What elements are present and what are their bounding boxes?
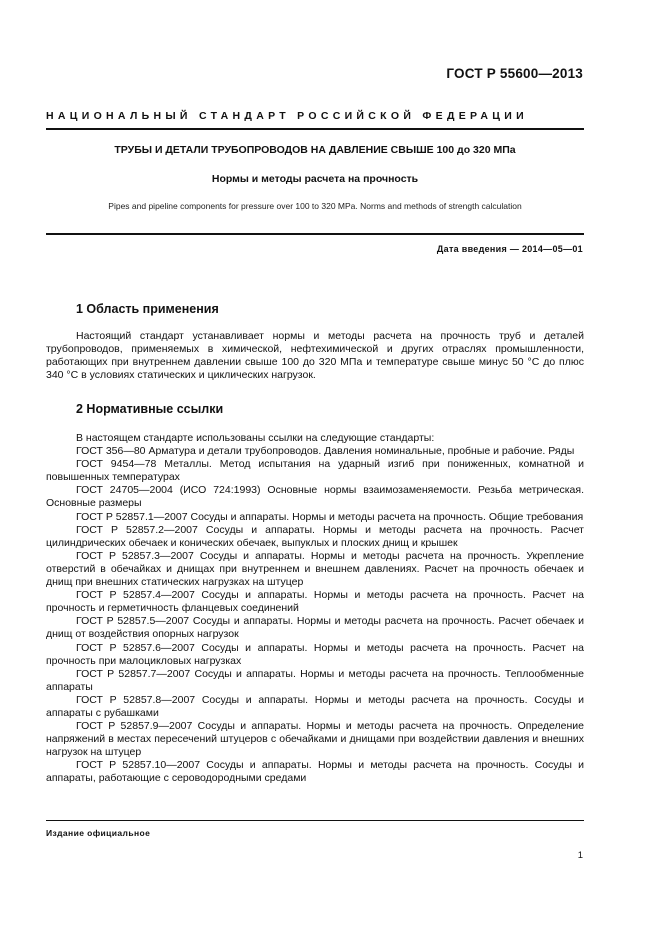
section-1-heading: 1 Область применения <box>76 302 219 316</box>
document-subtitle: Нормы и методы расчета на прочность <box>211 173 419 185</box>
reference-item: ГОСТ Р 52857.9—2007 Сосуды и аппараты. Нормы и методы расчета на прочность. Определение напряжений в местах пересечений штуцеров с обечайками и днищами при воздействии давления и внешних нагрузок на штуцер <box>46 720 584 759</box>
section-2-heading: 2 Нормативные ссылки <box>76 402 224 416</box>
reference-item: ГОСТ Р 52857.5—2007 Сосуды и аппараты. Нормы и методы расчета на прочность. Расчет обечаек и днищ от воздействия опорных нагрузок <box>46 615 584 641</box>
reference-item: ГОСТ Р 52857.2—2007 Сосуды и аппараты. Нормы и методы расчета на прочность. Расчет цилиндрических обечаек и конических обечаек, выпуклых и плоских днищ и крышек <box>46 523 584 549</box>
national-standard-banner: НАЦИОНАЛЬНЫЙ СТАНДАРТ РОССИЙСКОЙ ФЕДЕРАЦИИ <box>46 110 528 122</box>
document-title-english: Pipes and pipeline components for pressure over 100 to 320 MPa. Norms and methods of strength calculation <box>108 201 522 211</box>
section-2-body <box>46 432 584 786</box>
footer-rule <box>46 820 584 821</box>
header-rule <box>46 128 584 130</box>
reference-item: ГОСТ 24705—2004 (ИСО 724:1993) Основные нормы взаимозаменяемости. Резьба метрическая. Основные размеры <box>46 484 584 510</box>
section-2-intro: В настоящем стандарте использованы ссылки на следующие стандарты: <box>76 432 435 444</box>
reference-item: ГОСТ 9454—78 Металлы. Метод испытания на ударный изгиб при пониженных, комнатной и повышенных температурах <box>46 458 584 484</box>
page-number: 1 <box>577 850 583 861</box>
title-rule <box>46 233 584 235</box>
document-code: ГОСТ Р 55600—2013 <box>446 66 583 81</box>
reference-item: ГОСТ Р 52857.8—2007 Сосуды и аппараты. Нормы и методы расчета на прочность. Сосуды и аппараты с рубашками <box>46 693 584 719</box>
edition-label: Издание официальное <box>46 828 151 838</box>
section-1-paragraph: Настоящий стандарт устанавливает нормы и методы расчета на прочность труб и деталей трубопроводов, применяемых в химической, нефтехимической и других отраслях промышленности, работающих при внутреннем давлении свыше 100 до 320 МПа и температуре свыше минус 50 °С до плюс 340 °С в условиях статических и циклических нагрузок. <box>46 330 584 382</box>
reference-item: ГОСТ Р 52857.7—2007 Сосуды и аппараты. Нормы и методы расчета на прочность. Теплообменные аппараты <box>46 667 584 693</box>
reference-item: ГОСТ 356—80 Арматура и детали трубопроводов. Давления номинальные, пробные и рабочие. Ряды <box>76 445 575 458</box>
section-1-body <box>46 330 584 382</box>
reference-item: ГОСТ Р 52857.6—2007 Сосуды и аппараты. Нормы и методы расчета на прочность. Расчет на прочность при малоцикловых нагрузках <box>46 641 584 667</box>
reference-item: ГОСТ Р 52857.4—2007 Сосуды и аппараты. Нормы и методы расчета на прочность. Расчет на прочность и герметичность фланцевых соединений <box>46 589 584 615</box>
document-title: ТРУБЫ И ДЕТАЛИ ТРУБОПРОВОДОВ НА ДАВЛЕНИЕ СВЫШЕ 100 до 320 МПа <box>114 144 516 156</box>
reference-item: ГОСТ Р 52857.1—2007 Сосуды и аппараты. Нормы и методы расчета на прочность. Общие требования <box>76 510 584 523</box>
reference-item: ГОСТ Р 52857.3—2007 Сосуды и аппараты. Нормы и методы расчета на прочность. Укрепление отверстий в обечайках и днищах при внутреннем и внешнем давлениях. Расчет на прочность обечаек и днищ при внешних статических нагрузках на штуцер <box>46 549 584 589</box>
introduction-date: Дата введения — 2014—05—01 <box>436 244 583 254</box>
reference-item: ГОСТ Р 52857.10—2007 Сосуды и аппараты. Нормы и методы расчета на прочность. Сосуды и аппараты, работающие с сероводородными средами <box>46 759 584 785</box>
